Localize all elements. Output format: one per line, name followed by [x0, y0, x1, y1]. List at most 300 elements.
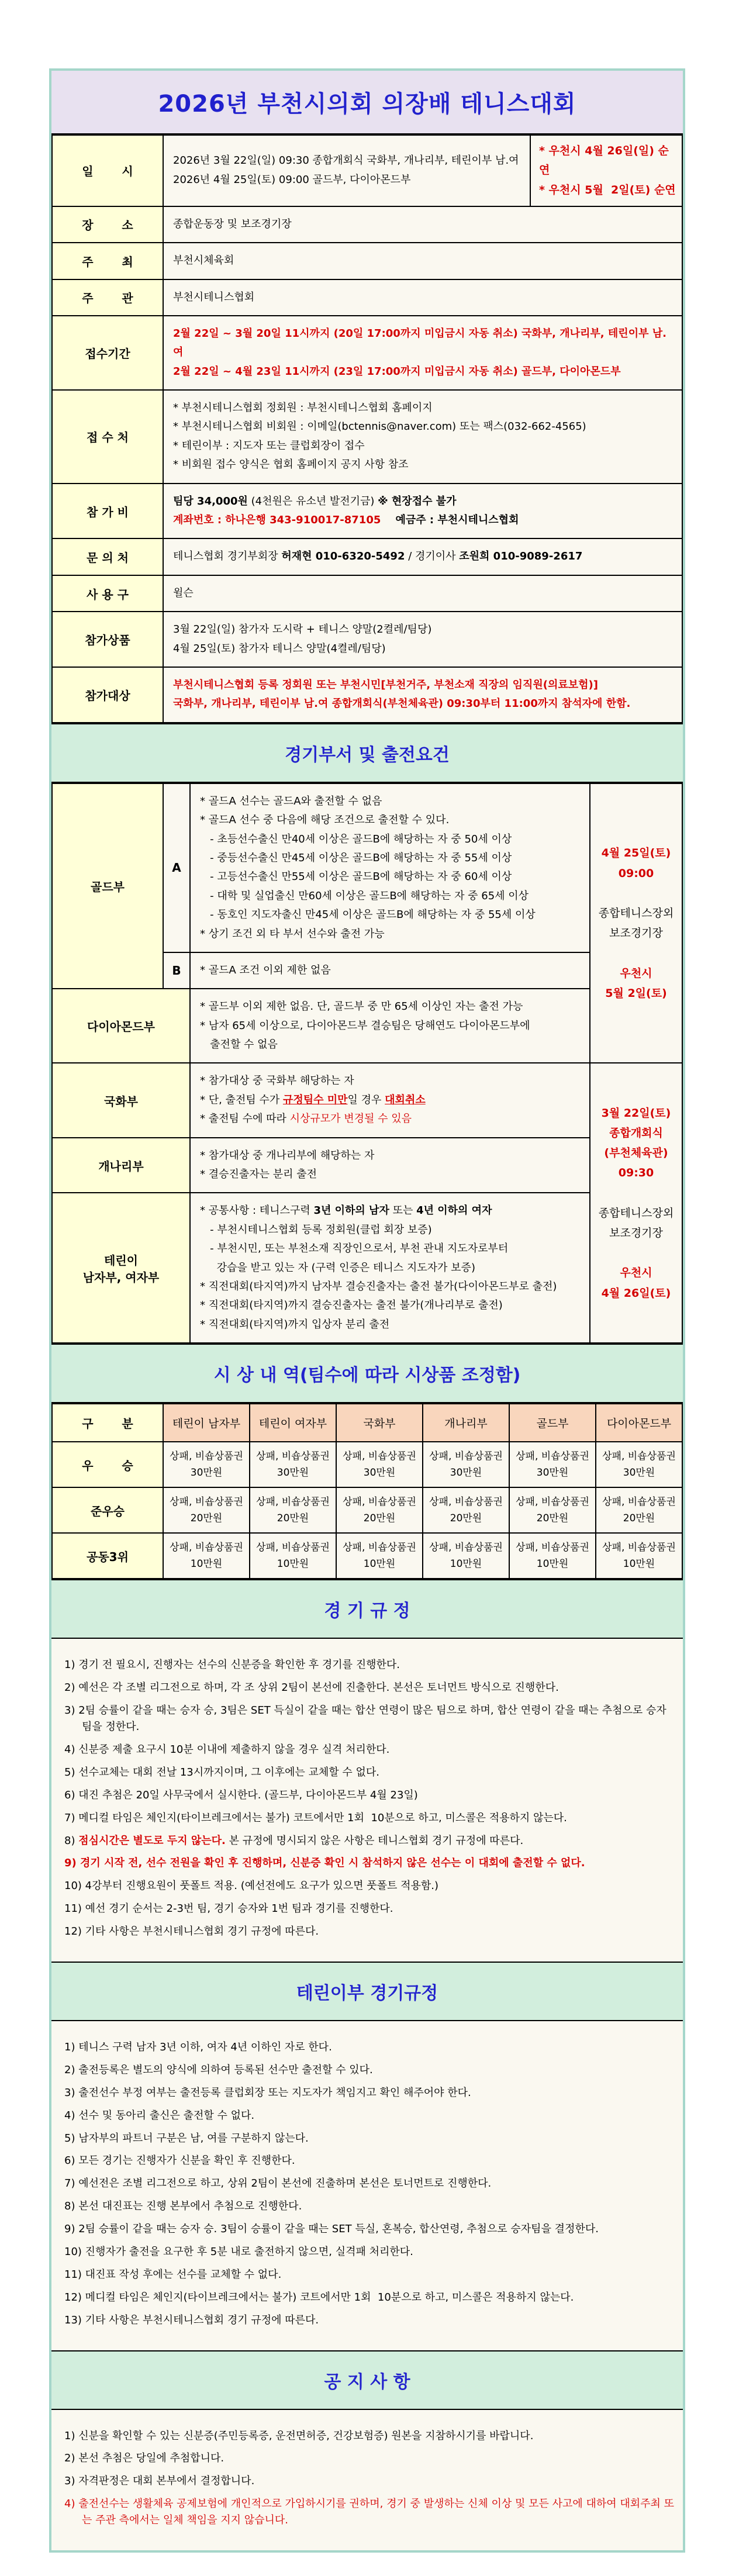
table-row — [52, 1193, 682, 1343]
schedule-side-opening-divisions — [590, 1063, 682, 1343]
table-row — [52, 279, 682, 316]
text-segment: 본 규정에 명시되지 않은 사항은 테니스협회 경기 규정에 따른다. — [225, 1834, 524, 1847]
text-segment: 9) 2팀 승률이 같을 때는 승자 승. 3팀이 승률이 같을 때는 SET 득실, 혼복승, 합산연령, 추첨으로 승자팀을 결정한다. — [64, 2223, 599, 2236]
text-segment: ※ 현장접수 불가 — [378, 495, 457, 507]
text-segment: 규정팀수 미만 — [282, 1093, 348, 1106]
table-row — [52, 1442, 682, 1487]
table-row — [52, 484, 682, 539]
text-segment: 2026년 4월 25일(토) 09:00 골드부, 다이아몬드부 — [173, 173, 411, 186]
text-segment: 10) 4강부터 진행요원이 풋폴트 적용. (예선전에도 요구가 있으면 풋폴트 적용함.) — [64, 1880, 438, 1893]
prize-cell — [423, 1533, 509, 1579]
text-line — [200, 1017, 580, 1035]
info-row-label: 주 관 — [52, 279, 163, 316]
prize-item: 상패, 비숍상품권 — [516, 1496, 589, 1508]
text-line — [173, 640, 672, 658]
text-segment: * 결승진출자는 분리 출전 — [200, 1168, 317, 1181]
text-segment: 7) 예선전은 조별 리그전으로 하고, 상위 2팀이 본선에 진출하며 본선은 토너먼트로 진행한다. — [64, 2177, 492, 2190]
text-segment: * 남자 65세 이상으로, 다이아몬드부 결승팀은 당해연도 다이아몬드부에 — [200, 1019, 530, 1032]
prize-amount: 10만원 — [536, 1558, 569, 1570]
prize-cell — [163, 1442, 250, 1487]
text-segment: * 부천시테니스협회 정회원 : 부천시테니스협회 홈페이지 — [173, 402, 433, 415]
text-segment: 부천시테니스협회 — [173, 291, 255, 303]
text-line — [173, 151, 520, 170]
text-line — [200, 1296, 580, 1315]
prize-row-label: 공동3위 — [52, 1533, 163, 1579]
text-line — [64, 2473, 675, 2489]
text-line — [594, 1123, 678, 1143]
text-segment: 우천시 — [620, 1266, 652, 1280]
table-row — [52, 1533, 682, 1579]
text-segment: 팀당 34,000원 — [173, 495, 248, 507]
table-row — [52, 538, 682, 575]
text-segment: * 우천시 4월 26일(일) 순연 — [539, 144, 669, 177]
text-segment: 테니스협회 경기부회장 — [173, 550, 282, 563]
text-line — [200, 830, 580, 849]
text-segment: 우천시 — [620, 966, 652, 980]
prize-item: 상패, 비숍상품권 — [170, 1542, 243, 1554]
prize-amount: 20만원 — [190, 1513, 223, 1525]
text-segment: - 중등선수출신 만45세 이상은 골드B에 해당하는 자 중 55세 이상 — [200, 851, 512, 864]
info-row-content — [163, 667, 682, 723]
text-segment: 2) 예선은 각 조별 리그전으로 하며, 각 조 상위 2팀이 본선에 진출한다. 본선은 토너먼트 방식으로 진행한다. — [64, 1681, 559, 1694]
requirements-table — [51, 783, 683, 1344]
label-line: 테린이 — [104, 1253, 138, 1268]
table-row — [52, 1487, 682, 1533]
text-line — [200, 1315, 580, 1334]
text-segment: 부천시체육회 — [173, 254, 234, 267]
prize-row-label: 우 승 — [52, 1442, 163, 1487]
text-segment: 11) 대진표 작성 후에는 선수를 교체할 수 없다. — [64, 2268, 282, 2281]
prize-col-header: 국화부 — [336, 1404, 423, 1442]
text-segment: 조원희 010-9089-2617 — [459, 550, 583, 563]
text-line — [594, 1143, 678, 1163]
text-segment: 보조경기장 — [609, 1227, 663, 1239]
text-segment: 4) 선수 및 동아리 출신은 출전할 수 없다. — [64, 2109, 255, 2122]
info-table — [51, 134, 683, 723]
text-line — [200, 1277, 580, 1296]
section-header-terini-rules: 테린이부 경기규정 — [51, 1962, 683, 2021]
text-line — [173, 437, 672, 455]
text-segment: 시상규모가 변경될 수 있음 — [289, 1113, 412, 1125]
text-segment: - 부천시민, 또는 부천소재 직장인으로서, 부천 관내 지도자로부터 — [200, 1242, 509, 1255]
text-segment: 09:30 — [618, 1166, 654, 1180]
text-segment: 13) 기타 사항은 부천시테니스협회 경기 규정에 따른다. — [64, 2313, 319, 2326]
text-segment: (부천체육관) — [604, 1147, 668, 1160]
prizes-table-slot — [51, 1403, 683, 1579]
info-row-content — [163, 243, 682, 279]
text-line — [173, 511, 672, 530]
text-line — [200, 1259, 580, 1277]
prize-amount: 30만원 — [277, 1467, 309, 1479]
schedule-side-gold-diamond — [590, 783, 682, 1063]
info-row-content — [163, 206, 682, 243]
text-segment: 3) 출전선수 부정 여부는 출전등록 클럽회장 또는 지도자가 책임지고 확인 해주어야 한다. — [64, 2086, 471, 2099]
info-table-slot — [51, 134, 683, 723]
table-row — [52, 667, 682, 723]
prize-item: 상패, 비숍상품권 — [343, 1496, 416, 1508]
table-row — [52, 783, 682, 952]
text-line — [200, 1035, 580, 1054]
text-line — [64, 2039, 675, 2056]
gold-sub-a: A — [163, 783, 190, 952]
info-row-content — [163, 575, 682, 612]
text-segment: 4년 이하의 여자 — [416, 1204, 492, 1217]
prize-cell — [509, 1487, 596, 1533]
prize-amount: 30만원 — [190, 1467, 223, 1479]
prize-col-header: 테린이 여자부 — [250, 1404, 336, 1442]
text-line — [200, 925, 580, 944]
text-segment: 6) 모든 경기는 진행자가 신분을 확인 후 진행한다. — [64, 2154, 295, 2167]
table-row — [52, 243, 682, 279]
text-segment: 4월 25일(토) 참가자 테니스 양말(4켤레/팀당) — [173, 642, 386, 655]
text-segment: 3년 이하의 남자 — [313, 1204, 389, 1217]
section-header-notices: 공 지 사 항 — [51, 2350, 683, 2410]
info-row-label: 장 소 — [52, 206, 163, 243]
text-segment: * 직전대회(타지역)까지 입상자 분리 출전 — [200, 1318, 390, 1331]
prize-cell — [423, 1487, 509, 1533]
text-line — [64, 1764, 675, 1781]
text-segment: 일 경우 — [347, 1093, 385, 1106]
prize-cell — [250, 1533, 336, 1579]
prize-item: 상패, 비숍상품권 — [170, 1451, 243, 1463]
text-line — [173, 584, 672, 603]
table-row — [52, 1063, 682, 1137]
text-segment: * 공통사항 : 테니스구력 — [200, 1204, 314, 1217]
text-line — [200, 906, 580, 924]
text-line — [534, 181, 678, 200]
text-segment: 5) 선수교체는 대회 전날 13시까지이며, 그 이후에는 교체할 수 없다. — [64, 1766, 380, 1779]
text-line — [64, 2108, 675, 2124]
text-segment: 2월 22일 ~ 4월 23일 11시까지 (23일 17:00까지 미입금시 자동 취소) 골드부, 다이아몬드부 — [173, 365, 621, 378]
prize-amount: 30만원 — [450, 1467, 482, 1479]
prize-item: 상패, 비숍상품권 — [343, 1542, 416, 1554]
info-row-content — [163, 538, 682, 575]
prize-cell — [336, 1442, 423, 1487]
text-segment: * 출전팀 수에 따라 — [200, 1113, 290, 1125]
prize-amount: 10만원 — [190, 1558, 223, 1570]
tournament-document — [49, 68, 685, 2553]
text-line — [594, 923, 678, 943]
text-segment: - 대학 및 실업출신 만60세 이상은 골드B에 해당하는 자 중 65세 이상 — [200, 889, 529, 902]
text-segment: 8) — [64, 1834, 79, 1847]
text-segment: 국화부, 개나리부, 테린이부 남.여 종합개회식(부천체육관) 09:30부터 11:00까지 참석자에 한함. — [173, 697, 631, 710]
prize-amount: 30만원 — [623, 1467, 655, 1479]
text-segment: - 동호인 지도자출신 만45세 이상은 골드B에 해당하는 자 중 55세 이상 — [200, 909, 536, 921]
text-segment: * 직전대회(타지역)까지 남자부 결승진출자는 출전 불가(다이아몬드부로 출전) — [200, 1280, 557, 1293]
text-segment: * 테린이부 : 지도자 또는 클럽회장이 접수 — [173, 439, 365, 452]
text-segment: 12) 메디컬 타임은 체인지(타이브레크에서는 불가) 코트에서만 1회 10분으로 하고, 미스콜은 적용하지 않는다. — [64, 2291, 574, 2304]
prize-amount: 10만원 — [277, 1558, 309, 1570]
text-segment: / 경기이사 — [405, 550, 460, 563]
table-row — [52, 575, 682, 612]
info-row-label: 일 시 — [52, 135, 163, 206]
text-segment: 종합운동장 및 보조경기장 — [173, 217, 292, 230]
text-segment: * 참가대상 중 개나리부에 해당하는 자 — [200, 1149, 375, 1162]
prize-amount: 20만원 — [363, 1513, 396, 1525]
text-segment: * 상기 조건 외 타 부서 선수와 출전 가능 — [200, 927, 385, 940]
prize-amount: 20만원 — [450, 1513, 482, 1525]
text-segment: 2026년 3월 22일(일) 09:30 종합개회식 국화부, 개나리부, 테린이부 남.여 — [173, 154, 519, 167]
text-line — [594, 983, 678, 1003]
text-line — [173, 251, 672, 270]
info-row-label: 접 수 처 — [52, 390, 163, 484]
text-segment: * 비회원 접수 양식은 협회 홈페이지 공지 사항 참조 — [173, 458, 409, 471]
text-line — [200, 792, 580, 811]
text-line — [64, 1878, 675, 1894]
text-line — [64, 1657, 675, 1673]
division-label-gold: 골드부 — [52, 783, 163, 989]
text-line — [64, 2496, 675, 2529]
prize-item: 상패, 비숍상품권 — [516, 1451, 589, 1463]
text-line — [200, 1091, 580, 1110]
text-line — [534, 141, 678, 181]
prize-cell — [596, 1533, 682, 1579]
text-line — [173, 362, 672, 381]
prize-cell — [509, 1533, 596, 1579]
text-segment: 허재현 010-6320-5492 — [281, 550, 405, 563]
text-line — [594, 864, 678, 883]
text-line — [200, 849, 580, 868]
text-line — [594, 883, 678, 903]
text-line — [173, 171, 520, 189]
text-segment: * 직전대회(타지역)까지 결승진출자는 출전 불가(개나리부로 출전) — [200, 1299, 503, 1312]
text-segment: - 고등선수출신 만55세 이상은 골드B에 해당하는 자 중 60세 이상 — [200, 871, 512, 883]
text-segment: 보조경기장 — [609, 927, 663, 940]
text-line — [200, 1165, 580, 1184]
text-line — [200, 1239, 580, 1258]
text-line — [200, 868, 580, 886]
text-segment: 윌슨 — [173, 586, 194, 599]
text-segment: * 우천시 5월 2일(토) 순연 — [539, 183, 676, 196]
text-segment: 5) 남자부의 파트너 구분은 남, 여를 구분하지 않는다. — [64, 2132, 309, 2145]
section-header-prizes: 시 상 내 역(팀수에 따라 시상품 조정함) — [51, 1344, 683, 1403]
prize-cell — [250, 1487, 336, 1533]
text-line — [200, 1147, 580, 1165]
text-line — [173, 288, 672, 307]
prize-amount: 10만원 — [623, 1558, 655, 1570]
text-line — [594, 1183, 678, 1203]
text-line — [594, 1103, 678, 1123]
table-row — [52, 206, 682, 243]
text-segment: 3) 2팀 승률이 같을 때는 승자 승, 3팀은 SET 득실이 같을 때는 합산 연령이 많은 팀으로 하며, 합산 연령이 같을 때는 추첨으로 승자 팀을 정한다. — [64, 1704, 670, 1734]
prize-amount: 30만원 — [363, 1467, 396, 1479]
info-row-label: 참가상품 — [52, 612, 163, 667]
text-segment: 강습을 받고 있는 자 (구력 인증은 테니스 지도자가 보증) — [200, 1261, 475, 1274]
text-segment: * 부천시테니스협회 비회원 : 이메일(bctennis@naver.com) 또는 팩스(032-662-4565) — [173, 420, 586, 433]
text-line — [594, 964, 678, 983]
text-segment: 2월 22일 ~ 3월 20일 11시까지 (20일 17:00까지 미입금시 자동 취소) 국화부, 개나리부, 테린이부 남.여 — [173, 327, 666, 359]
text-line — [200, 1072, 580, 1090]
text-segment: 2) 출전등록은 별도의 양식에 의하여 등록된 선수만 출전할 수 있다. — [64, 2063, 373, 2076]
text-line — [200, 997, 580, 1016]
prize-item: 상패, 비숍상품권 — [602, 1542, 676, 1554]
label-line: 남자부, 여자부 — [82, 1270, 160, 1284]
text-segment: 1) 신분을 확인할 수 있는 신분증(주민등록증, 운전면허증, 건강보험증) 원본을 지참하시기를 바랍니다. — [64, 2429, 534, 2442]
text-segment: 계좌번호 : 하나은행 343-910017-87105 — [173, 514, 381, 527]
prize-col-header: 골드부 — [509, 1404, 596, 1442]
gold-sub-b: B — [163, 952, 190, 989]
page-title: 2026년 부천시의회 의장배 테니스대회 — [51, 71, 683, 134]
text-line — [594, 1243, 678, 1263]
division-label-gaenari: 개나리부 — [52, 1138, 190, 1193]
text-line — [64, 2198, 675, 2215]
info-row-content — [163, 612, 682, 667]
info-row-content — [163, 279, 682, 316]
text-line — [173, 620, 672, 639]
info-row-label: 사 용 구 — [52, 575, 163, 612]
gukhwa-requirements — [190, 1063, 590, 1137]
text-segment: 4월 25일(토) — [601, 847, 671, 860]
text-line — [64, 1787, 675, 1804]
prize-item: 상패, 비숍상품권 — [429, 1542, 503, 1554]
terini-rules-box — [51, 2021, 683, 2350]
text-line — [173, 324, 672, 362]
text-segment: 09:00 — [618, 866, 654, 880]
text-line — [594, 943, 678, 963]
prize-cell — [163, 1533, 250, 1579]
info-row-label: 참 가 비 — [52, 484, 163, 539]
text-segment: 3) 자격판정은 대회 본부에서 결정합니다. — [64, 2475, 255, 2488]
info-row-content — [163, 390, 682, 484]
text-line — [64, 1924, 675, 1940]
text-line — [64, 2244, 675, 2260]
prize-cell — [336, 1487, 423, 1533]
division-label-gukhwa: 국화부 — [52, 1063, 190, 1137]
text-segment: * 참가대상 중 국화부 해당하는 자 — [200, 1075, 354, 1087]
text-segment: * 골드A 선수는 골드A와 출전할 수 없음 — [200, 795, 382, 807]
prize-amount: 20만원 — [536, 1513, 569, 1525]
notices-box — [51, 2410, 683, 2550]
info-row-content — [163, 316, 682, 390]
text-segment: 종합개회식 — [609, 1127, 663, 1140]
text-line — [64, 2221, 675, 2237]
table-row — [52, 135, 682, 206]
text-line — [200, 1221, 580, 1239]
prize-col-header: 테린이 남자부 — [163, 1404, 250, 1442]
table-row — [52, 1138, 682, 1193]
table-row — [52, 390, 682, 484]
text-line — [594, 1263, 678, 1283]
prize-col-header: 개나리부 — [423, 1404, 509, 1442]
text-segment: 4) 출전선수는 생활체육 공제보험에 개인적으로 가입하시기를 권하며, 경기 중 발생하는 신체 이상 및 모든 사고에 대하여 대회주최 또는 주관 측에서는 일체 책임을 지지 않습니다. — [64, 2498, 675, 2527]
prize-item: 상패, 비숍상품권 — [170, 1496, 243, 1508]
text-line — [173, 215, 672, 234]
text-line — [594, 843, 678, 863]
text-line — [173, 417, 672, 436]
gold-a-requirements — [190, 783, 590, 952]
text-segment: 10) 진행자가 출전을 요구한 후 5분 내로 출전하지 않으면, 실격패 처리한다. — [64, 2246, 413, 2259]
prize-item: 상패, 비숍상품권 — [429, 1451, 503, 1463]
prize-amount: 10만원 — [450, 1558, 482, 1570]
info-row-label: 문 의 처 — [52, 538, 163, 575]
text-line — [64, 1833, 675, 1849]
text-line — [64, 2130, 675, 2147]
prize-cell — [596, 1487, 682, 1533]
prize-cell — [163, 1487, 250, 1533]
diamond-requirements — [190, 989, 590, 1063]
text-segment: 대회취소 — [385, 1093, 426, 1106]
prize-item: 상패, 비숍상품권 — [429, 1496, 503, 1508]
text-line — [64, 2267, 675, 2283]
prize-row-label: 준우승 — [52, 1487, 163, 1533]
text-segment: 3월 22일(토) — [601, 1106, 671, 1120]
text-line — [173, 695, 672, 713]
prize-item: 상패, 비숍상품권 — [516, 1542, 589, 1554]
text-line — [64, 1742, 675, 1758]
text-line — [64, 2176, 675, 2192]
prize-cell — [336, 1533, 423, 1579]
text-line — [173, 547, 672, 566]
prize-cell — [509, 1442, 596, 1487]
prize-cell — [596, 1442, 682, 1487]
gaenari-requirements — [190, 1138, 590, 1193]
text-segment: 4월 26일(토) — [601, 1286, 671, 1300]
section-header-match-rules: 경 기 규 정 — [51, 1579, 683, 1639]
table-row — [52, 316, 682, 390]
text-line — [200, 811, 580, 830]
prizes-table — [51, 1403, 683, 1579]
text-line — [594, 1283, 678, 1303]
text-line — [173, 455, 672, 474]
text-line — [173, 399, 672, 417]
text-line — [200, 961, 580, 980]
prize-amount: 20만원 — [277, 1513, 309, 1525]
text-line — [64, 1703, 675, 1735]
text-line — [64, 2450, 675, 2467]
info-row-content — [163, 484, 682, 539]
info-row-content — [163, 135, 530, 206]
division-label-terini — [52, 1193, 190, 1343]
text-segment: - 부천시테니스협회 등록 정회원(클럽 회장 보증) — [200, 1223, 432, 1236]
match-rules-box — [51, 1639, 683, 1962]
text-segment: 1) 경기 전 필요시, 진행자는 선수의 신분증을 확인한 후 경기를 진행한다. — [64, 1659, 400, 1672]
text-line — [64, 1855, 675, 1871]
prize-amount: 30만원 — [536, 1467, 569, 1479]
text-line — [594, 1223, 678, 1243]
text-line — [173, 676, 672, 695]
info-row-label: 접수기간 — [52, 316, 163, 390]
text-segment: 종합테니스장외 — [598, 1206, 674, 1220]
info-row-label: 참가대상 — [52, 667, 163, 723]
text-line — [594, 1163, 678, 1183]
prize-col-header: 다이아몬드부 — [596, 1404, 682, 1442]
text-segment: 8) 본선 대진표는 진행 본부에서 추첨으로 진행한다. — [64, 2200, 302, 2213]
prize-item: 상패, 비숍상품권 — [256, 1451, 330, 1463]
text-line — [64, 2085, 675, 2101]
text-line — [200, 1201, 580, 1220]
text-segment: * 골드A 조건 이외 제한 없음 — [200, 964, 331, 976]
table-row — [52, 1404, 682, 1442]
text-segment: 4) 신분증 제출 요구시 10분 이내에 제출하지 않을 경우 실격 처리한다. — [64, 1743, 390, 1756]
text-segment: * 골드A 선수 중 다음에 해당 조건으로 출전할 수 있다. — [200, 814, 450, 827]
text-line — [64, 1680, 675, 1696]
text-line — [64, 1810, 675, 1826]
table-row — [52, 612, 682, 667]
info-row-label: 주 최 — [52, 243, 163, 279]
prize-amount: 10만원 — [363, 1558, 396, 1570]
text-line — [64, 2290, 675, 2306]
text-segment: (4천원은 유소년 발전기금) — [247, 495, 378, 507]
table-row — [52, 989, 682, 1063]
prize-item: 상패, 비숍상품권 — [602, 1451, 676, 1463]
prize-cell — [423, 1442, 509, 1487]
text-line — [200, 887, 580, 906]
division-label-diamond: 다이아몬드부 — [52, 989, 190, 1063]
text-line — [594, 1203, 678, 1223]
text-segment: 12) 기타 사항은 부천시테니스협회 경기 규정에 따른다. — [64, 1925, 319, 1938]
prize-item: 상패, 비숍상품권 — [343, 1451, 416, 1463]
text-line — [64, 2428, 675, 2444]
